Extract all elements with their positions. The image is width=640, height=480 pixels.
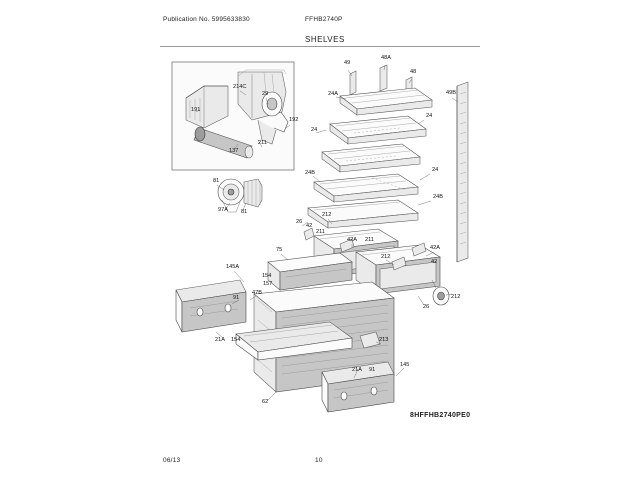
part-callout-42: 42 — [306, 223, 313, 229]
part-callout-24: 24 — [311, 127, 318, 133]
part-callout-214c: 214C — [233, 84, 247, 90]
part-callout-137: 137 — [229, 148, 239, 154]
part-callout-24: 24 — [432, 167, 439, 173]
part-callout-211: 211 — [258, 140, 267, 146]
part-callout-145: 145 — [400, 362, 410, 368]
shelf-24-upper — [330, 116, 426, 144]
part-callout-47b: 47B — [252, 290, 262, 296]
part-callout-192: 192 — [289, 117, 299, 123]
part-callout-26: 26 — [296, 219, 303, 225]
publication-number: Publication No. 5995633830 — [163, 16, 250, 23]
part-callout-75: 75 — [276, 247, 283, 253]
part-callout-211: 211 — [316, 229, 325, 235]
part-callout-81: 81 — [213, 178, 220, 184]
part-callout-42: 42 — [431, 259, 438, 265]
part-callout-21a: 21A — [352, 367, 362, 373]
shelf-24b — [314, 174, 418, 202]
part-callout-49b: 49B — [446, 90, 456, 96]
part-callout-42a: 42A — [347, 237, 357, 243]
part-callout-48: 48 — [410, 69, 417, 75]
part-callout-49: 49 — [344, 60, 351, 66]
footer-date: 06/13 — [163, 457, 181, 464]
part-callout-24: 24 — [426, 113, 433, 119]
part-callout-24b: 24B — [305, 170, 315, 176]
part-callout-42a: 42A — [430, 245, 440, 251]
part-callout-91: 91 — [369, 367, 376, 373]
part-callout-24a: 24A — [328, 91, 338, 97]
part-callout-212: 212 — [451, 294, 461, 300]
part-callout-62: 62 — [262, 399, 269, 405]
part-callout-213: 213 — [379, 337, 389, 343]
part-callout-48a: 48A — [381, 55, 391, 61]
part-callout-154: 154 — [262, 273, 272, 279]
part-callout-145a: 145A — [226, 264, 240, 270]
part-callout-212: 212 — [322, 212, 332, 218]
part-callout-211: 211 — [365, 237, 374, 243]
shelf-support-rails — [457, 82, 468, 262]
shelf-24-middle — [322, 144, 420, 172]
part-callout-21a: 21A — [215, 337, 225, 343]
part-callout-91: 91 — [233, 295, 240, 301]
part-callout-29: 29 — [262, 91, 269, 97]
upper-drawer-frame — [268, 253, 352, 290]
part-callout-24b: 24B — [433, 194, 443, 200]
part-callout-191: 191 — [191, 107, 201, 113]
part-callout-97a: 97A — [218, 207, 228, 213]
part-callout-81: 81 — [241, 209, 248, 215]
page-title: SHELVES — [305, 35, 345, 44]
model-number: FFHB2740P — [305, 16, 343, 23]
part-callout-157: 157 — [263, 281, 273, 287]
diagram-code: 8HFFHB2740PE0 — [410, 412, 471, 419]
footer-page-number: 10 — [315, 457, 323, 464]
side-rail-left — [176, 280, 246, 332]
part-callout-212: 212 — [381, 254, 391, 260]
part-callout-154: 154 — [231, 337, 241, 343]
part-callout-26: 26 — [423, 304, 430, 310]
